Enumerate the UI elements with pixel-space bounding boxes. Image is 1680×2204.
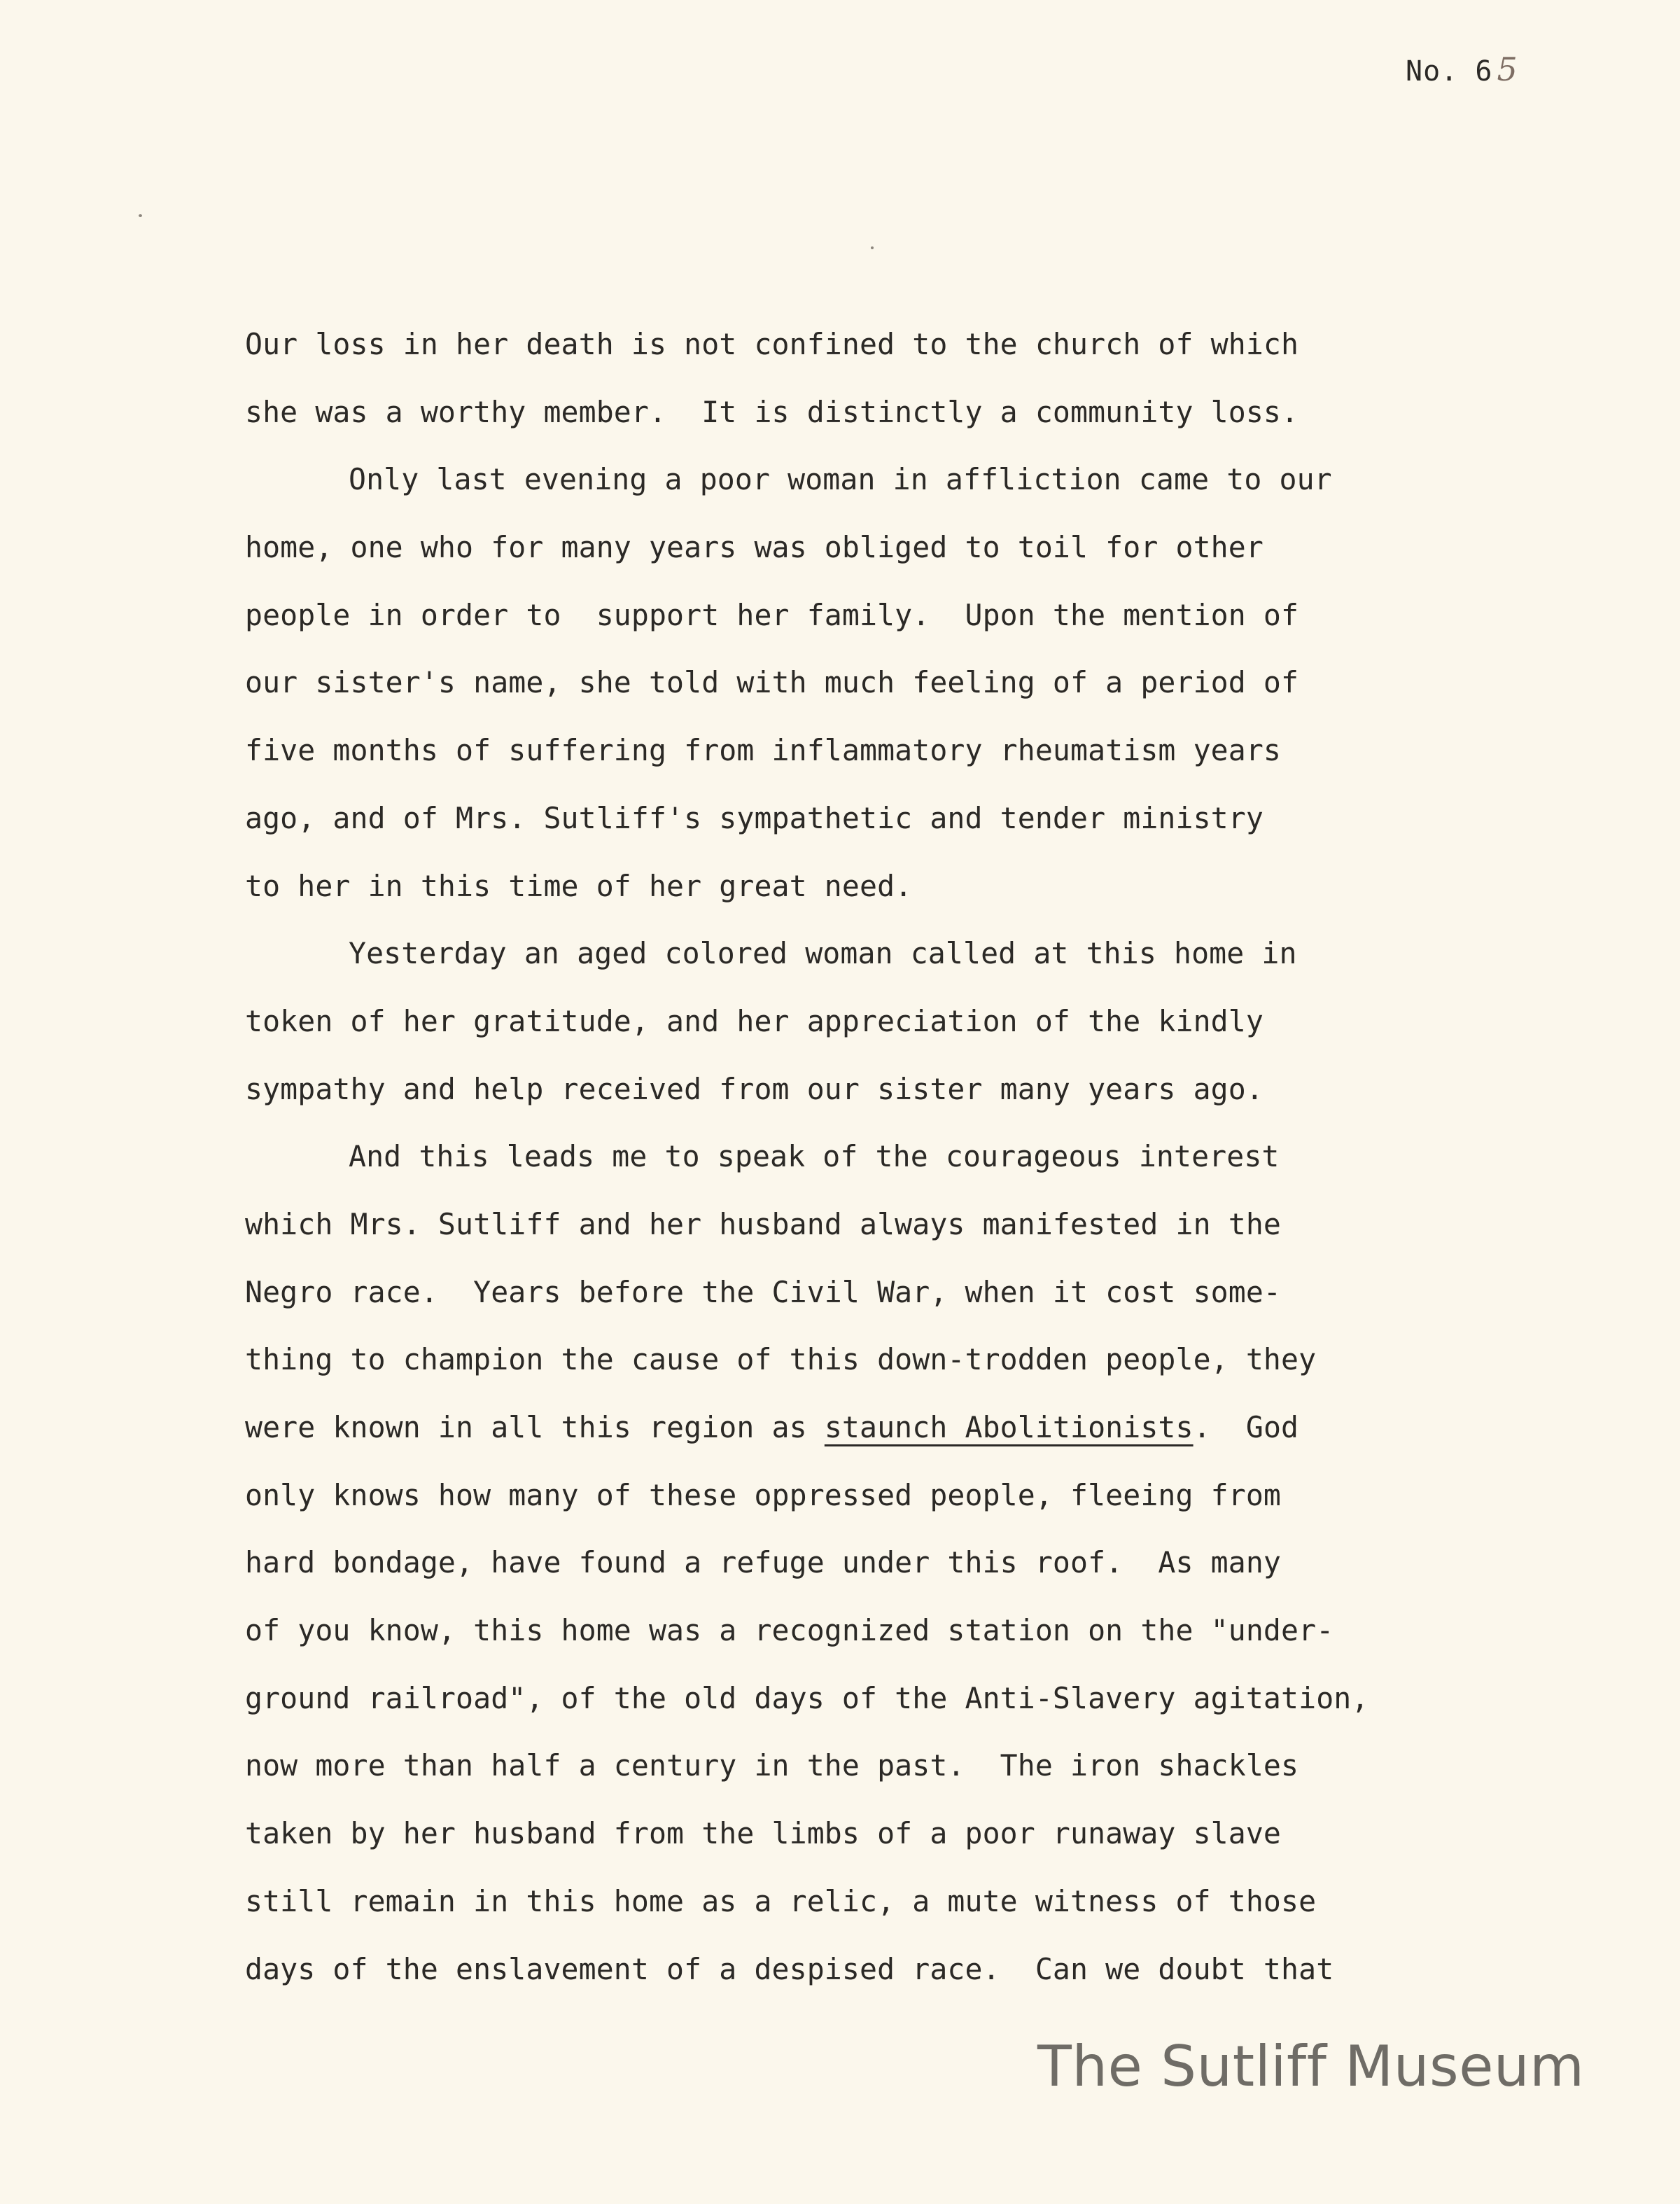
text-line: now more than half a century in the past. The iron shackles — [245, 1748, 1299, 1783]
museum-watermark: The Sutliff Museum — [1037, 2034, 1585, 2099]
text-line: Only last evening a poor woman in affliction came to our — [349, 462, 1332, 497]
text-line: days of the enslavement of a despised race. Can we doubt that — [245, 1951, 1334, 1986]
text-line: And this leads me to speak of the courageous interest — [349, 1139, 1280, 1174]
text-line: which Mrs. Sutliff and her husband always manifested in the — [245, 1206, 1282, 1241]
text-line: still remain in this home as a relic, a mute witness of those — [245, 1883, 1317, 1918]
text-line: of you know, this home was a recognized station on the "under- — [245, 1613, 1334, 1648]
text-line: people in order to support her family. Upon the mention of — [245, 597, 1299, 632]
text-line: home, one who for many years was obliged to toil for other — [245, 530, 1264, 565]
text-line: Negro race. Years before the Civil War, when it cost some- — [245, 1274, 1282, 1309]
text-line: Yesterday an aged colored woman called at this home in — [349, 936, 1297, 971]
text-line: ago, and of Mrs. Sutliff's sympathetic and tender ministry — [245, 800, 1264, 835]
paper-speck — [139, 214, 142, 217]
text-line: token of her gratitude, and her appreciation of the kindly — [245, 1003, 1264, 1038]
text-line: sympathy and help received from our sister many years ago. — [245, 1071, 1264, 1106]
text-segment: . God — [1193, 1410, 1299, 1444]
paper-speck — [871, 246, 874, 249]
text-line: she was a worthy member. It is distinctly a community loss. — [245, 394, 1299, 429]
text-line: five months of suffering from inflammatory rheumatism years — [245, 733, 1282, 768]
text-line: hard bondage, have found a refuge under this roof. As many — [245, 1545, 1282, 1580]
text-line: only knows how many of these oppressed people, fleeing from — [245, 1477, 1282, 1512]
text-line-with-underline — [245, 1407, 1561, 1474]
text-line: our sister's name, she told with much feeling of a period of — [245, 665, 1299, 700]
text-line: Our loss in her death is not confined to the church of which — [245, 327, 1299, 361]
text-line: thing to champion the cause of this down-trodden people, they — [245, 1342, 1317, 1377]
text-line: taken by her husband from the limbs of a poor runaway slave — [245, 1816, 1282, 1851]
text-line: ground railroad", of the old days of the Anti-Slavery agitation, — [245, 1680, 1369, 1715]
page-number — [1406, 50, 1518, 88]
page-number-label: No. — [1406, 55, 1459, 88]
page-number-typed: 6 — [1475, 55, 1493, 88]
underlined-phrase: staunch Abolitionists — [824, 1410, 1194, 1444]
page-number-handwritten: 5 — [1497, 50, 1518, 88]
letter-body — [245, 323, 1561, 2016]
text-line: to her in this time of her great need. — [245, 868, 913, 903]
text-segment: were known in all this region as — [245, 1410, 825, 1444]
